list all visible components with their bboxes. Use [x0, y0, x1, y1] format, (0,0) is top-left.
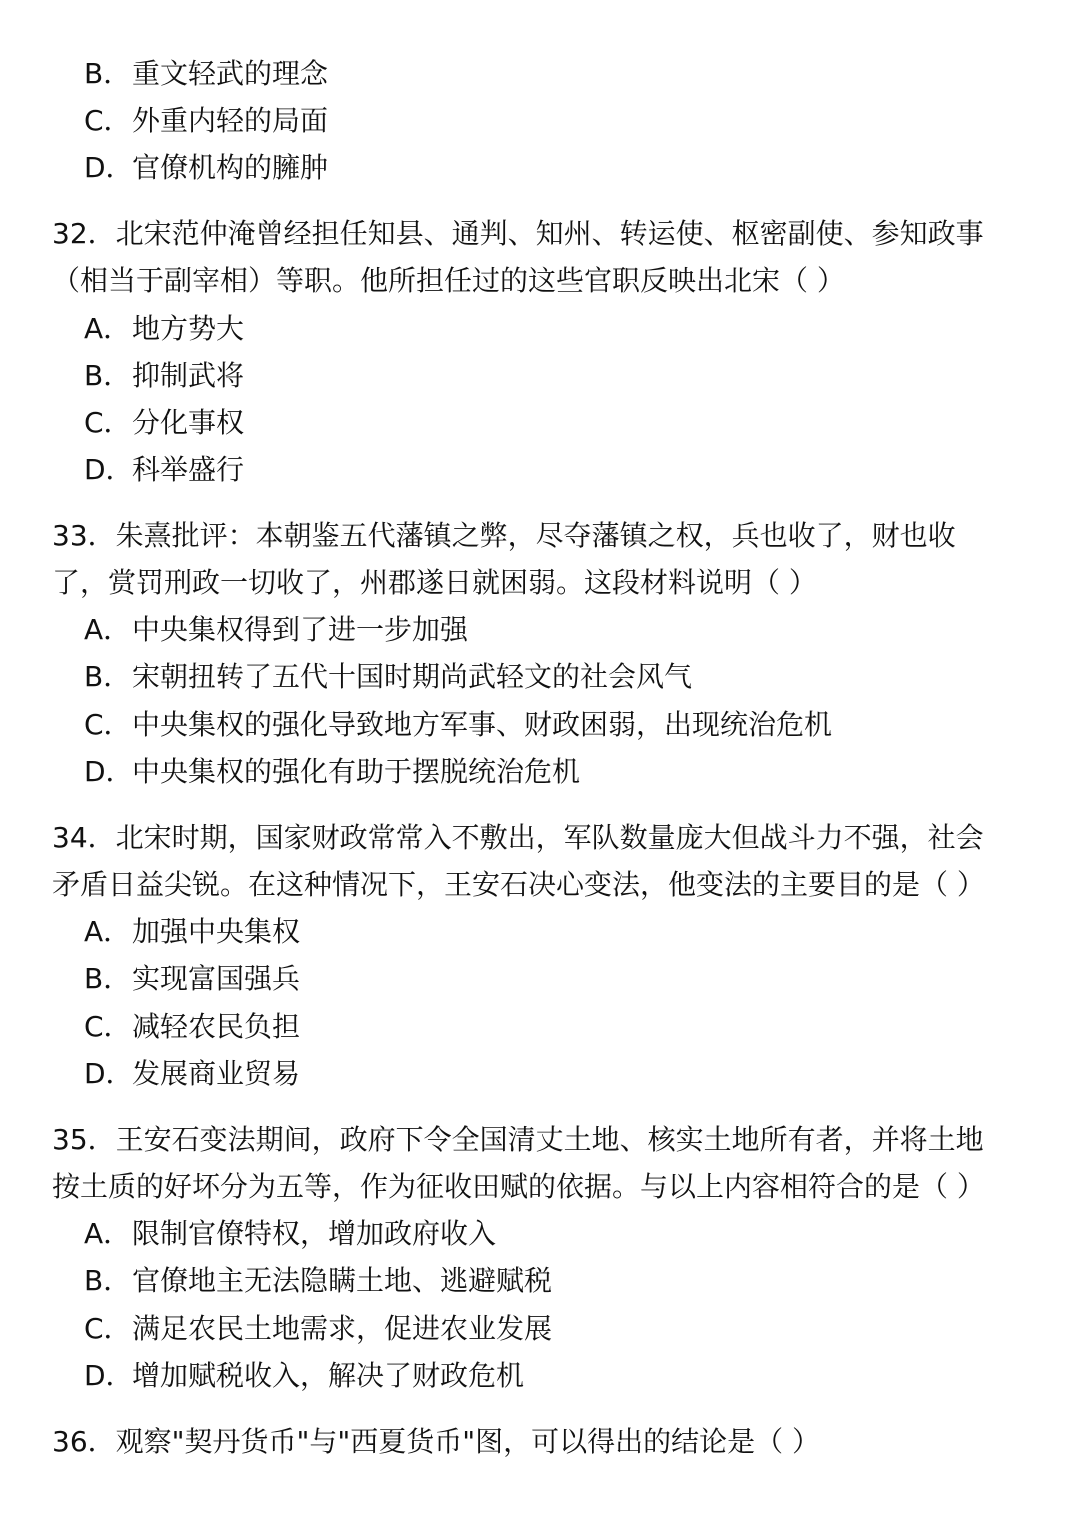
option-letter: D． — [84, 151, 134, 184]
question-number: 32． — [52, 217, 116, 250]
question-number: 36． — [52, 1425, 116, 1458]
question-text: 矛盾日益尖锐。在这种情况下，王安石决心变法，他变法的主要目的是（ ） — [52, 868, 985, 901]
option-letter: D． — [84, 755, 134, 788]
question-33-option-b[interactable] — [84, 657, 692, 697]
question-35-stem-line-1 — [52, 1120, 984, 1160]
question-35-option-d[interactable] — [84, 1356, 524, 1396]
question-32-option-b[interactable] — [84, 356, 244, 396]
option-letter: D． — [84, 1057, 134, 1090]
option-letter: D． — [84, 1359, 134, 1392]
question-35-stem-line-2 — [52, 1167, 985, 1207]
option-letter: B． — [84, 57, 132, 90]
option-text: 分化事权 — [132, 406, 245, 439]
question-number: 34． — [52, 821, 116, 854]
option-text: 外重内轻的局面 — [132, 104, 329, 137]
option-text: 实现富国强兵 — [132, 962, 301, 995]
option-text: 地方势大 — [132, 312, 245, 345]
question-35-option-a[interactable] — [84, 1214, 496, 1254]
option-text: 限制官僚特权，增加政府收入 — [132, 1217, 497, 1250]
question-34-option-b[interactable] — [84, 959, 300, 999]
option-text: 满足农民土地需求，促进农业发展 — [132, 1312, 553, 1345]
option-letter: A． — [84, 312, 132, 345]
option-text: 重文轻武的理念 — [132, 57, 329, 90]
option-b-prev — [84, 54, 328, 94]
option-letter: A． — [84, 915, 132, 948]
question-34-stem-line-2 — [52, 865, 985, 905]
option-letter: C． — [84, 104, 132, 137]
option-text: 加强中央集权 — [132, 915, 301, 948]
option-letter: A． — [84, 1217, 132, 1250]
question-text: 按土质的好坏分为五等，作为征收田赋的依据。与以上内容相符合的是（ ） — [52, 1170, 985, 1203]
option-letter: C． — [84, 406, 132, 439]
option-letter: C． — [84, 708, 132, 741]
option-letter: B． — [84, 660, 132, 693]
question-34-option-a[interactable] — [84, 912, 300, 952]
question-text: 北宋时期，国家财政常常入不敷出，军队数量庞大但战斗力不强，社会 — [115, 821, 984, 854]
option-text: 官僚地主无法隐瞒土地、逃避赋税 — [132, 1264, 553, 1297]
question-36-stem-line-1 — [52, 1422, 820, 1462]
question-32-option-a[interactable] — [84, 309, 244, 349]
option-text: 科举盛行 — [132, 453, 245, 486]
option-text: 中央集权的强化有助于摆脱统治危机 — [132, 755, 581, 788]
question-35-option-c[interactable] — [84, 1309, 552, 1349]
question-34-option-c[interactable] — [84, 1007, 300, 1047]
option-text: 减轻农民负担 — [132, 1010, 301, 1043]
question-33-stem-line-1 — [52, 516, 956, 556]
question-32-stem-line-2 — [52, 261, 845, 301]
question-33-option-d[interactable] — [84, 752, 580, 792]
question-35-option-b[interactable] — [84, 1261, 552, 1301]
question-number: 35． — [52, 1123, 116, 1156]
option-text: 增加赋税收入，解决了财政危机 — [132, 1359, 525, 1392]
option-letter: B． — [84, 359, 132, 392]
option-d-prev — [84, 148, 328, 188]
question-number: 33． — [52, 519, 116, 552]
question-32-stem-line-1 — [52, 214, 984, 254]
option-letter: C． — [84, 1010, 132, 1043]
question-34-option-d[interactable] — [84, 1054, 300, 1094]
option-letter: B． — [84, 1264, 132, 1297]
option-text: 宋朝扭转了五代十国时期尚武轻文的社会风气 — [132, 660, 693, 693]
question-32-option-c[interactable] — [84, 403, 244, 443]
question-text: 朱熹批评：本朝鉴五代藩镇之弊，尽夺藩镇之权，兵也收了，财也收 — [115, 519, 956, 552]
question-text: 观察"契丹货币"与"西夏货币"图，可以得出的结论是（ ） — [115, 1425, 821, 1458]
option-letter: D． — [84, 453, 134, 486]
question-33-option-a[interactable] — [84, 610, 468, 650]
option-letter: A． — [84, 613, 132, 646]
question-34-stem-line-1 — [52, 818, 984, 858]
option-text: 抑制武将 — [132, 359, 245, 392]
option-text: 中央集权得到了进一步加强 — [132, 613, 469, 646]
option-c-prev — [84, 101, 328, 141]
question-33-stem-line-2 — [52, 563, 817, 603]
option-text: 中央集权的强化导致地方军事、财政困弱，出现统治危机 — [132, 708, 833, 741]
question-text: 王安石变法期间，政府下令全国清丈土地、核实土地所有者，并将土地 — [115, 1123, 984, 1156]
option-letter: B． — [84, 962, 132, 995]
option-text: 发展商业贸易 — [132, 1057, 301, 1090]
question-33-option-c[interactable] — [84, 705, 832, 745]
question-text: （相当于副宰相）等职。他所担任过的这些官职反映出北宋（ ） — [52, 264, 845, 297]
question-text: 北宋范仲淹曾经担任知县、通判、知州、转运使、枢密副使、参知政事 — [115, 217, 984, 250]
option-letter: C． — [84, 1312, 132, 1345]
option-text: 官僚机构的臃肿 — [132, 151, 329, 184]
question-32-option-d[interactable] — [84, 450, 244, 490]
question-text: 了，赏罚刑政一切收了，州郡遂日就困弱。这段材料说明（ ） — [52, 566, 817, 599]
